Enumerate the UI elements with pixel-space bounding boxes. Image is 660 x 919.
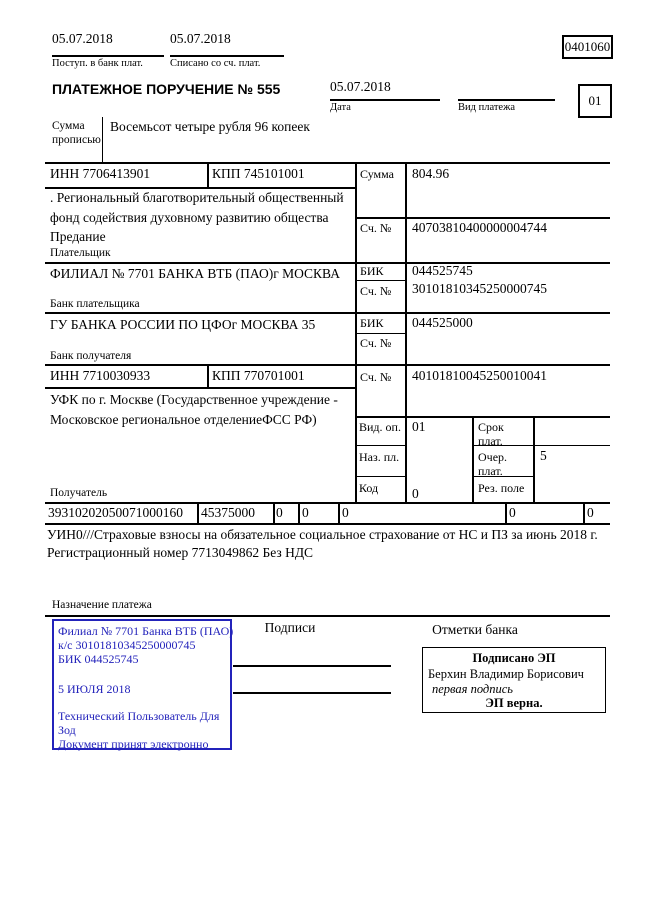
debited-date: 05.07.2018	[170, 31, 231, 46]
received-date: 05.07.2018	[52, 31, 113, 46]
debited-date-label: Списано со сч. плат.	[170, 58, 261, 69]
reserve-label: Рез. поле	[478, 481, 525, 495]
payer-label: Плательщик	[50, 247, 111, 259]
sum-label: Сумма	[360, 167, 394, 181]
stamp-bik: БИК 044525745	[58, 652, 139, 666]
kbk-code: 39310202050071000160	[48, 505, 183, 520]
table-border	[355, 217, 610, 219]
amount-words-label: Сумма прописью	[52, 120, 101, 146]
payer-bank-name: ФИЛИАЛ № 7701 БАНКА ВТБ (ПАО)г МОСКВА	[50, 266, 340, 281]
table-border	[207, 164, 209, 188]
code-value: 0	[412, 486, 419, 501]
stamp-note: Документ принят электронно	[58, 737, 209, 751]
table-border	[355, 476, 405, 477]
table-border	[45, 502, 610, 504]
table-border	[338, 502, 340, 523]
received-date-underline	[52, 55, 164, 57]
ep-valid-text: ЭП верна.	[485, 696, 543, 710]
period-code: 0	[302, 505, 309, 520]
stamp-user: Технический Пользователь Для Зод	[58, 709, 220, 737]
table-border	[405, 162, 407, 503]
doc-date-code: 0	[509, 505, 516, 520]
table-border	[45, 312, 610, 314]
op-kind-label: Вид. оп.	[359, 420, 401, 434]
payer-name: . Региональный благотворительный общественный фонд содействия духовному развитию общества Предание	[50, 190, 344, 244]
table-border	[505, 502, 507, 523]
signatures-heading: Подписи	[264, 620, 316, 635]
stamp-date: 5 ИЮЛЯ 2018	[58, 682, 131, 696]
payer-bank-account-label: Сч. №	[360, 284, 392, 298]
table-border	[45, 523, 610, 525]
signature-line	[233, 665, 391, 667]
payee-bank-bik: 044525000	[412, 315, 473, 330]
table-border	[533, 416, 535, 503]
payee-kpp: КПП 770701001	[212, 368, 305, 383]
purpose-line2: Регистрационный номер 7713049862 Без НДС	[47, 545, 314, 560]
amount-words-value: Восемьсот четыре рубля 96 копеек	[110, 119, 310, 134]
payee-bank-label: Банк получателя	[50, 350, 132, 362]
form-code-box: 0401060	[562, 35, 613, 59]
doc-number-code: 0	[342, 505, 349, 520]
payment-type-code: 0	[587, 505, 594, 520]
date-label: Дата	[330, 102, 351, 113]
code-label: Код	[359, 481, 379, 495]
order-label: Очер. плат.	[478, 450, 508, 478]
table-border	[355, 416, 610, 418]
amount-words-divider	[102, 117, 103, 163]
payment-kind-box: 01	[578, 84, 612, 118]
payer-bank-label: Банк плательщика	[50, 298, 140, 310]
due-date-label: Срок плат.	[478, 420, 504, 448]
table-border	[472, 416, 474, 503]
signature-kind: первая подпись	[432, 682, 513, 696]
payee-account: 40101810045250010041	[412, 368, 547, 383]
table-border	[583, 502, 585, 523]
purpose-label: Назначение платежа	[52, 599, 152, 611]
debited-date-underline	[170, 55, 284, 57]
payee-bank-account-label: Сч. №	[360, 336, 392, 350]
received-date-label: Поступ. в банк плат.	[52, 58, 143, 69]
payment-kind-underline	[458, 99, 555, 101]
table-border	[273, 502, 275, 523]
date-underline	[330, 99, 440, 101]
signed-ep-title: Подписано ЭП	[472, 651, 556, 665]
table-border	[45, 364, 610, 366]
basis-code: 0	[276, 505, 283, 520]
table-border	[355, 333, 405, 334]
payee-name: УФК по г. Москве (Государственное учреждение - Московское региональное отделениеФСС РФ)	[50, 392, 338, 427]
table-border	[45, 262, 610, 264]
table-border	[355, 445, 405, 446]
document-date: 05.07.2018	[330, 79, 391, 94]
payee-bank-bik-label: БИК	[360, 316, 384, 330]
op-kind-value: 01	[412, 419, 426, 434]
purpose-code-label: Наз. пл.	[359, 450, 400, 464]
payee-bank-name: ГУ БАНКА РОССИИ ПО ЦФОг МОСКВА 35	[50, 317, 316, 332]
table-border	[197, 502, 199, 523]
sum-value: 804.96	[412, 166, 450, 181]
digital-signature-stamp	[422, 647, 606, 713]
document-title: ПЛАТЕЖНОЕ ПОРУЧЕНИЕ № 555	[52, 81, 281, 97]
table-border	[298, 502, 300, 523]
table-border	[207, 366, 209, 388]
payment-kind-label: Вид платежа	[458, 102, 516, 113]
payer-kpp: КПП 745101001	[212, 166, 305, 181]
payer-inn: ИНН 7706413901	[50, 166, 151, 181]
payee-inn: ИНН 7710030933	[50, 368, 151, 383]
payer-bank-bik: 044525745	[412, 263, 473, 278]
stamp-corr-account: к/с 30101810345250000745	[58, 638, 196, 652]
payer-bank-account: 30101810345250000745	[412, 281, 547, 296]
signer-name: Берхин Владимир Борисович	[428, 667, 584, 681]
purpose-line1: УИН0///Страховые взносы на обязательное социальное страхование от НС и ПЗ за июнь 2018 г.	[47, 527, 598, 542]
purpose-underline	[45, 615, 610, 617]
oktmo-code: 45375000	[201, 505, 255, 520]
signature-line	[233, 692, 391, 694]
bank-marks-heading: Отметки банка	[432, 622, 518, 637]
table-border	[355, 280, 405, 281]
table-border	[45, 387, 355, 389]
payer-account-label: Сч. №	[360, 221, 392, 235]
bank-acceptance-stamp	[52, 619, 232, 750]
payer-account: 40703810400000004744	[412, 220, 547, 235]
stamp-bank-name: Филиал № 7701 Банка ВТБ (ПАО)	[58, 624, 234, 638]
payer-bank-bik-label: БИК	[360, 264, 384, 278]
payee-label: Получатель	[50, 487, 108, 499]
order-value: 5	[540, 448, 547, 463]
payee-account-label: Сч. №	[360, 370, 392, 384]
table-border	[45, 162, 610, 164]
